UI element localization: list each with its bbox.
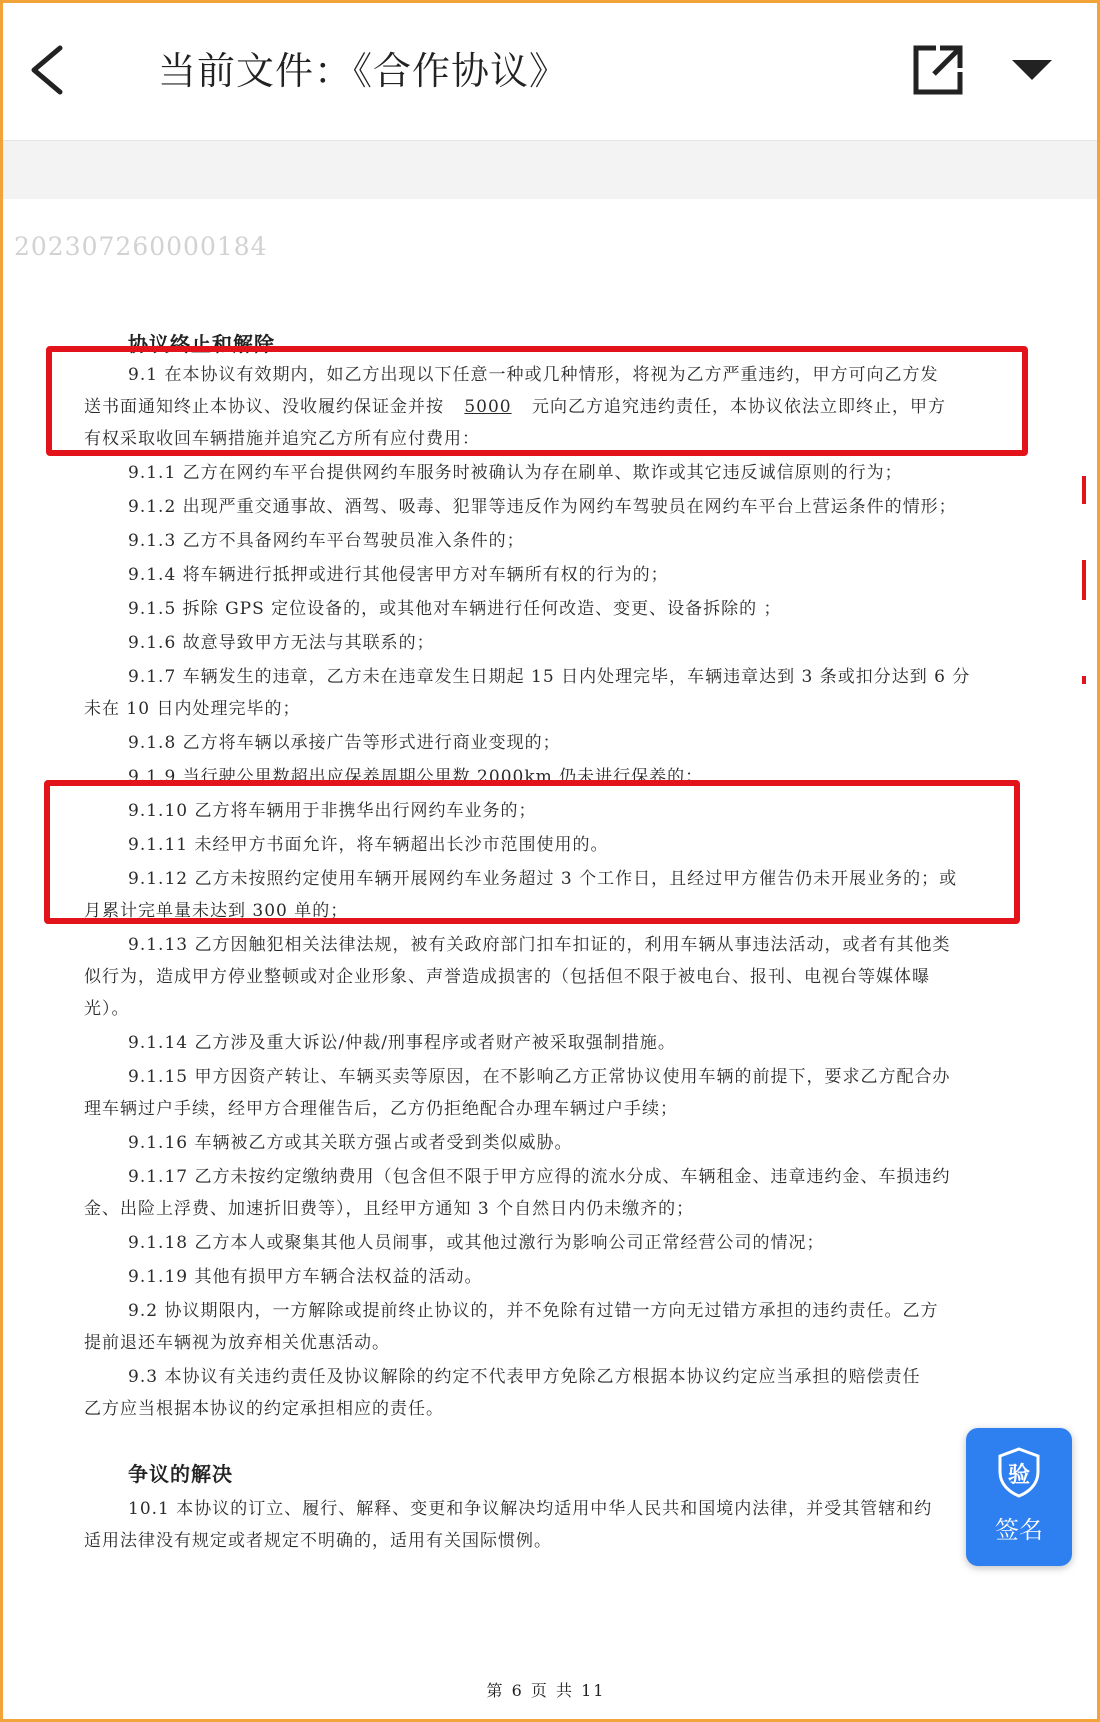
clause-line: 9.1.14 乙方涉及重大诉讼/仲裁/刑事程序或者财产被采取强制措施。: [128, 1033, 676, 1053]
clause-line: 9.1.10 乙方将车辆用于非携华出行网约车业务的；: [128, 801, 537, 821]
sign-icon-char: 验: [1007, 1463, 1030, 1488]
menu-dropdown-button[interactable]: [1008, 52, 1056, 88]
external-link-icon: [910, 42, 966, 98]
clause-line: 月累计完单量未达到 300 单的；: [84, 901, 349, 921]
deposit-amount: 5000: [464, 397, 512, 417]
clause-line: 9.1.1 乙方在网约车平台提供网约车服务时被确认为存在刷单、欺诈或其它违反诚信原则的行为；: [128, 463, 903, 483]
document-id-watermark: 202307260000184: [14, 232, 268, 261]
chevron-left-icon: [20, 40, 80, 100]
clause-line: 9.1.11 未经甲方书面允许，将车辆超出长沙市范围使用的。: [128, 835, 609, 855]
edge-mark: [1082, 676, 1086, 684]
back-button[interactable]: [20, 40, 80, 100]
clause-line: 理车辆过户手续，经甲方合理催告后，乙方仍拒绝配合办理车辆过户手续；: [84, 1099, 678, 1119]
clause-line: 9.3 本协议有关违约责任及协议解除的约定不代表甲方免除乙方根据本协议约定应当承担的赔偿责任: [128, 1367, 921, 1387]
clause-line: 9.1.17 乙方未按约定缴纳费用（包含但不限于甲方应得的流水分成、车辆租金、违章违约金、车损违约: [128, 1167, 951, 1187]
clause-line: 9.1.9 当行驶公里数超出应保养周期公里数 2000km 仍未进行保养的；: [128, 767, 704, 787]
page-number: 第 6 页 共 11: [486, 1681, 606, 1700]
top-bar: [0, 0, 1100, 141]
clause-line: 似行为，造成甲方停业整顿或对企业形象、声誉造成损害的（包括但不限于被电台、报刊、电视台等媒体曝: [84, 967, 930, 987]
triangle-down-icon: [1008, 52, 1056, 88]
document-page[interactable]: [6, 200, 1086, 1712]
clause-line: [84, 392, 946, 417]
clause-line: 金、出险上浮费、加速折旧费等），且经甲方通知 3 个自然日内仍未缴齐的；: [84, 1199, 695, 1219]
clause-line: 9.1.4 将车辆进行抵押或进行其他侵害甲方对车辆所有权的行为的；: [128, 565, 669, 585]
clause-line: 9.1.13 乙方因触犯相关法律法规，被有关政府部门扣车扣证的，利用车辆从事违法活动，或者有其他类: [128, 935, 951, 955]
clause-line: 9.1.16 车辆被乙方或其关联方强占或者受到类似威胁。: [128, 1133, 573, 1153]
clause-line: 9.1.6 故意导致甲方无法与其联系的；: [128, 633, 435, 653]
edge-mark: [1082, 560, 1086, 600]
sign-label: 签名: [995, 1516, 1043, 1544]
clause-line: 9.1.8 乙方将车辆以承接广告等形式进行商业变现的；: [128, 733, 561, 753]
clause-line: 9.1.5 拆除 GPS 定位设备的，或其他对车辆进行任何改造、变更、设备拆除的 ；: [128, 599, 782, 619]
clause-line: 提前退还车辆视为放弃相关优惠活动。: [84, 1333, 390, 1353]
clause-line: 9.1.19 其他有损甲方车辆合法权益的活动。: [128, 1267, 483, 1287]
clause-line: 9.1.2 出现严重交通事故、酒驾、吸毒、犯罪等违反作为网约车驾驶员在网约车平台上营运条件的情形；: [128, 497, 957, 517]
clause-text: 元向乙方追究违约责任，本协议依法立即终止，甲方: [532, 397, 946, 417]
clause-line: 9.1.7 车辆发生的违章，乙方未在违章发生日期起 15 日内处理完毕，车辆违章达到 3 条或扣分达到 6 分: [128, 667, 971, 687]
clause-line: 9.1.12 乙方未按照约定使用车辆开展网约车业务超过 3 个工作日，且经过甲方催告仍未开展业务的；或: [128, 869, 958, 889]
edge-mark: [1082, 476, 1086, 504]
clause-line: 适用法律没有规定或者规定不明确的，适用有关国际惯例。: [84, 1531, 552, 1551]
clause-line: 9.1.18 乙方本人或聚集其他人员闹事，或其他过激行为影响公司正常经营公司的情况；: [128, 1233, 825, 1253]
clause-line: 有权采取收回车辆措施并追究乙方所有应付费用：: [84, 429, 480, 449]
clause-line: 9.2 协议期限内，一方解除或提前终止协议的，并不免除有过错一方向无过错方承担的违约责任。乙方: [128, 1301, 939, 1321]
viewer-gap: [0, 141, 1100, 199]
clause-line: 乙方应当根据本协议的约定承担相应的责任。: [84, 1399, 444, 1419]
clause-line: 9.1.3 乙方不具备网约车平台驾驶员准入条件的；: [128, 531, 525, 551]
section-heading: 争议的解决: [128, 1462, 233, 1486]
clause-line: 9.1.15 甲方因资产转让、车辆买卖等原因，在不影响乙方正常协议使用车辆的前提下，要求乙方配合办: [128, 1067, 951, 1087]
clause-line: 10.1 本协议的订立、履行、解释、变更和争议解决均适用中华人民共和国境内法律，并受其管辖和约: [128, 1499, 933, 1519]
section-heading: 协议终止和解除: [128, 332, 275, 356]
page-title: 当前文件：《合作协议》: [158, 49, 569, 93]
clause-line: 9.1 在本协议有效期内，如乙方出现以下任意一种或几种情形，将视为乙方严重违约，甲方可向乙方发: [128, 365, 939, 385]
clause-line: 光）。: [84, 999, 130, 1019]
clause-text: 送书面通知终止本协议、没收履约保证金并按: [84, 397, 444, 417]
export-button[interactable]: [910, 42, 966, 98]
sign-button[interactable]: [966, 1428, 1072, 1566]
clause-line: 未在 10 日内处理完毕的；: [84, 699, 301, 719]
